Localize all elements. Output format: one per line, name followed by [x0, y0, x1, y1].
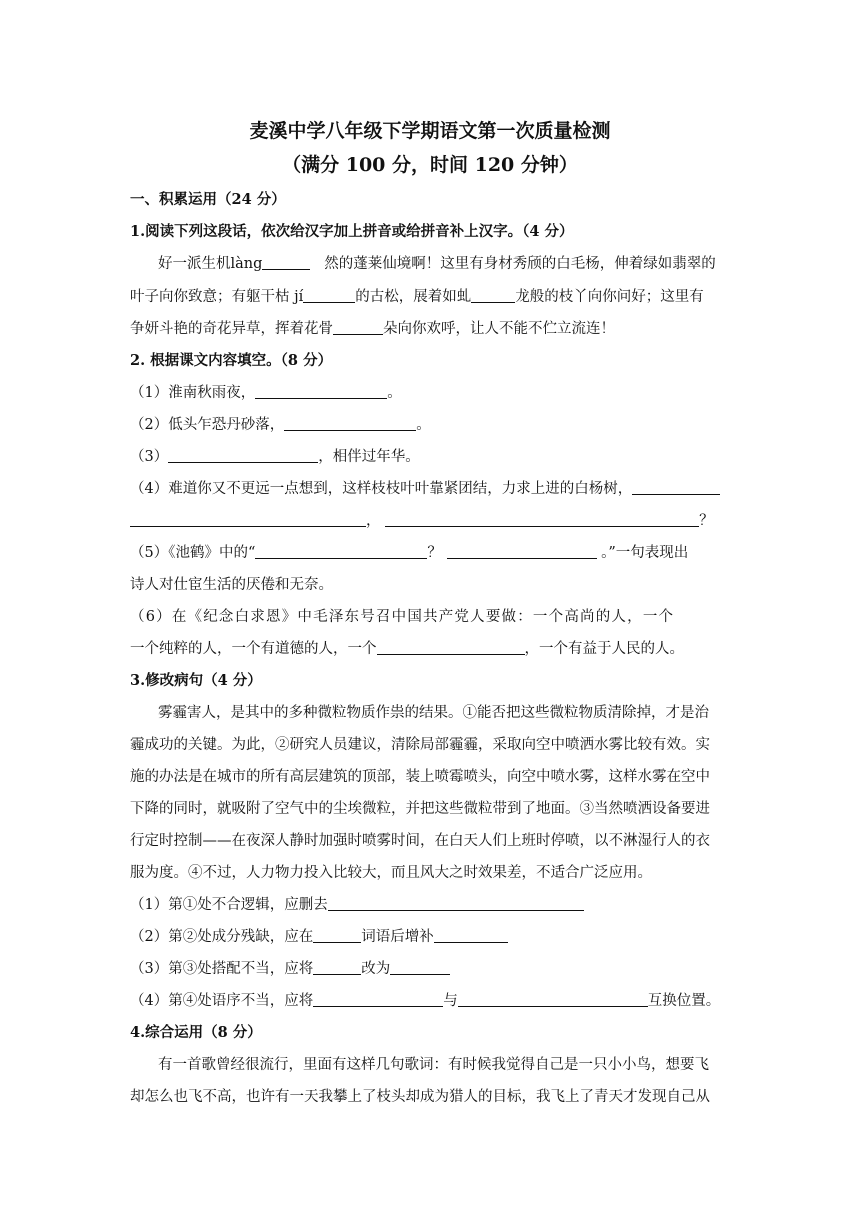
page-title: 麦溪中学八年级下学期语文第一次质量检测 — [249, 120, 611, 142]
text: （4）第④处语序不当，应将 — [130, 993, 314, 1009]
text: 。 — [416, 417, 431, 433]
answer-blank[interactable] — [328, 896, 584, 911]
answer-blank[interactable] — [333, 320, 383, 335]
answer-blank[interactable] — [313, 992, 443, 1007]
question-3-paragraph-line: 施的办法是在城市的所有高层建筑的顶部，装上喷霉喷头，向空中喷水雾，这样水雾在空中 — [130, 769, 710, 785]
text: 。”一句表现出 — [601, 545, 689, 561]
answer-blank[interactable] — [377, 640, 525, 655]
text: 叶子向你致意；有躯干枯 jí — [130, 289, 304, 305]
text: 改为 — [361, 961, 391, 977]
text: 龙般的枝丫向你问好；这里有 — [515, 289, 704, 305]
text: ，一个有益于人民的人。 — [524, 641, 684, 657]
question-1-line-3 — [130, 317, 615, 338]
text: 词语后增补 — [361, 929, 434, 945]
question-3-paragraph-line: 行定时控制——在夜深人静时加强时喷雾时间，在白天人们上班时停喷，以不淋湿行人的衣 — [130, 833, 710, 849]
question-2-item-6-cont — [130, 637, 684, 658]
question-3-paragraph-line: 霾成功的关键。为此，②研究人员建议，清除局部霾霾，采取向空中喷洒水雾比较有效。实 — [130, 737, 710, 753]
question-2-item-1 — [130, 381, 402, 402]
question-3-answer-2 — [130, 925, 508, 946]
question-2-heading: 2. 根据课文内容填空。（8 分） — [130, 352, 333, 369]
question-4-paragraph-line: 却怎么也飞不高，也许有一天我攀上了枝头却成为猎人的目标，我飞上了青天才发现自己从 — [130, 1089, 710, 1105]
text: （1）第①处不合逻辑，应删去 — [130, 897, 328, 913]
text: 好一派生机làng — [158, 256, 263, 272]
question-4-heading: 4.综合运用（8 分） — [130, 1024, 262, 1041]
answer-blank[interactable] — [458, 992, 648, 1007]
section-heading: 一、积累运用（24 分） — [130, 191, 286, 208]
text: （2）第②处成分残缺，应在 — [130, 929, 314, 945]
page-subtitle: （满分 100 分，时间 120 分钟） — [282, 154, 578, 176]
answer-blank[interactable] — [434, 928, 508, 943]
question-1-line-2 — [130, 285, 704, 306]
text: 朵向你欢呼，让人不能不伫立流连！ — [383, 321, 615, 337]
answer-blank[interactable] — [390, 960, 450, 975]
text: 一个纯粹的人，一个有道德的人，一个 — [130, 641, 377, 657]
text: 与 — [443, 993, 458, 1009]
text: ？ — [699, 513, 714, 529]
answer-blank[interactable] — [385, 512, 699, 527]
text: 互换位置。 — [647, 993, 721, 1009]
answer-blank[interactable] — [447, 544, 597, 559]
question-2-item-5 — [130, 541, 688, 562]
question-1-heading: 1.阅读下列这段话，依次给汉字加上拼音或给拼音补上汉字。（4 分） — [130, 223, 574, 240]
text: 然的蓬莱仙境啊！这里有身材秀颀的白毛杨，伸着绿如翡翠的 — [324, 256, 716, 272]
text: 的古松，展着如虬 — [355, 289, 472, 305]
text: （3） — [130, 449, 169, 465]
text: ？ — [427, 545, 442, 561]
question-3-answer-1 — [130, 893, 584, 914]
text: ，相伴过年华。 — [318, 449, 420, 465]
answer-blank[interactable] — [632, 480, 720, 495]
text: 争妍斗艳的奇花异草，挥着花骨 — [130, 321, 333, 337]
question-3-heading: 3.修改病句（4 分） — [130, 672, 262, 689]
question-3-answer-3 — [130, 957, 450, 978]
answer-blank[interactable] — [284, 416, 416, 431]
question-2-item-4-cont — [130, 509, 714, 530]
question-3-paragraph-line: 雾霾害人，是其中的多种微粒物质作祟的结果。①能否把这些微粒物质清除掉，才是治 — [158, 705, 709, 721]
answer-blank[interactable] — [262, 255, 310, 270]
question-2-item-4 — [130, 477, 720, 498]
question-1-line-1 — [158, 252, 716, 273]
text: ， — [366, 513, 381, 529]
question-2-item-3 — [130, 445, 420, 466]
text: （5）《池鹤》中的“ — [130, 545, 256, 561]
answer-blank[interactable] — [168, 448, 318, 463]
question-2-item-6: （6）在《纪念白求恩》中毛泽东号召中国共产党人要做：一个高尚的人，一个 — [130, 609, 675, 625]
question-3-paragraph-line: 下降的同时，就吸附了空气中的尘埃微粒，并把这些微粒带到了地面。③当然喷洒设备要进 — [130, 801, 710, 817]
question-2-item-5-cont: 诗人对仕宦生活的厌倦和无奈。 — [130, 577, 333, 593]
question-3-paragraph-line: 服为度。④不过，人力物力投入比较大，而且风大之时效果差，不适合广泛应用。 — [130, 865, 652, 881]
answer-blank[interactable] — [255, 544, 427, 559]
answer-blank[interactable] — [255, 384, 387, 399]
answer-blank[interactable] — [313, 960, 361, 975]
answer-blank[interactable] — [313, 928, 361, 943]
question-3-answer-4 — [130, 989, 720, 1010]
text: （4）难道你又不更远一点想到，这样枝枝叶叶靠紧团结，力求上进的白杨树， — [130, 481, 633, 497]
answer-blank[interactable] — [303, 288, 355, 303]
text: （3）第③处搭配不当，应将 — [130, 961, 314, 977]
text: （1）淮南秋雨夜， — [130, 385, 256, 401]
text: （2）低头乍恐丹砂落， — [130, 417, 285, 433]
question-4-paragraph-line: 有一首歌曾经很流行，里面有这样几句歌词：有时候我觉得自己是一只小小鸟，想要飞 — [158, 1057, 709, 1073]
question-2-item-2 — [130, 413, 431, 434]
answer-blank[interactable] — [471, 288, 515, 303]
text: 。 — [387, 385, 402, 401]
answer-blank[interactable] — [130, 512, 366, 527]
